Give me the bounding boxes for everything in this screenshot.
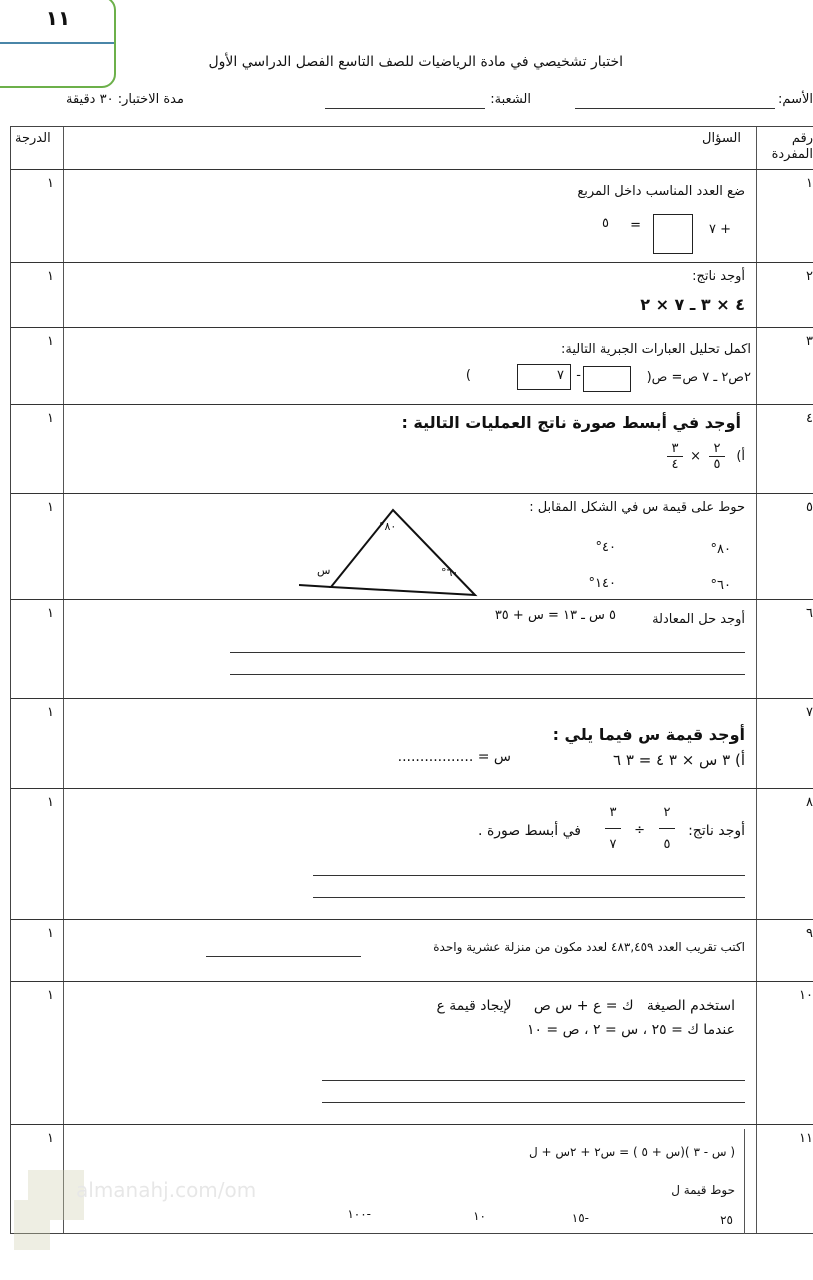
table-row bbox=[11, 169, 813, 263]
question-grade: ١ bbox=[47, 795, 54, 810]
part-label: أ) bbox=[736, 449, 745, 464]
numerator: ٢ bbox=[713, 441, 721, 456]
question-grade: ١ bbox=[47, 334, 54, 349]
extension-line bbox=[299, 585, 331, 587]
answer-line[interactable] bbox=[322, 1080, 745, 1081]
question-grade: ١ bbox=[47, 411, 54, 426]
header-question: السؤال bbox=[702, 131, 741, 146]
angle-label: س bbox=[317, 564, 331, 577]
expression: أ) ٣ س × ٣ ٤ = ٣ ٦ bbox=[613, 751, 745, 769]
answer-field[interactable]: س = ................. bbox=[397, 749, 511, 765]
triangle bbox=[331, 510, 475, 595]
answer-line[interactable] bbox=[230, 674, 745, 675]
operator: × bbox=[690, 449, 701, 464]
numerator: ٣ bbox=[609, 805, 617, 820]
angle-label: ٨٠° bbox=[379, 520, 397, 533]
score-value: ١١ bbox=[45, 6, 71, 30]
question-text: أوجد في أبسط صورة ناتج العمليات التالية : bbox=[401, 413, 741, 432]
question-grade: ١ bbox=[47, 926, 54, 941]
question-number: ٩ bbox=[806, 926, 813, 941]
option[interactable]: ٦٠° bbox=[710, 578, 731, 593]
denominator: ٥ bbox=[663, 837, 671, 852]
question-text: أوجد قيمة س فيما يلي : bbox=[552, 725, 745, 744]
expression: ٤ × ٣ ـ ٧ × ٢ bbox=[640, 295, 745, 314]
answer-line[interactable] bbox=[313, 875, 745, 876]
denominator: ٥ bbox=[713, 457, 721, 472]
denominator: ٤ bbox=[671, 457, 679, 472]
question-text: ضع العدد المناسب داخل المربع bbox=[577, 184, 745, 199]
fraction bbox=[709, 441, 725, 472]
duration: مدة الاختبار: ٣٠ دقيقة bbox=[66, 92, 184, 107]
table-row bbox=[11, 599, 813, 699]
expression: ٥ س ـ ١٣ = س + ٣٥ bbox=[494, 608, 616, 623]
numerator: ٢ bbox=[663, 805, 671, 820]
equals-sign: = bbox=[630, 218, 641, 233]
question-condition: عندما ك = ٢٥ ، س = ٢ ، ص = ١٠ bbox=[526, 1022, 735, 1038]
option[interactable]: ١٤٠° bbox=[588, 576, 616, 591]
question-grade: ١ bbox=[47, 606, 54, 621]
question-text: أوجد ناتج: bbox=[692, 269, 745, 284]
question-grade: ١ bbox=[47, 988, 54, 1003]
table-row bbox=[11, 493, 813, 600]
option[interactable]: -١٥ bbox=[571, 1211, 589, 1225]
header-grade: الدرجة bbox=[15, 131, 51, 146]
fraction-bar bbox=[605, 828, 621, 829]
answer-box[interactable] bbox=[653, 214, 693, 254]
table-row bbox=[11, 262, 813, 328]
option[interactable]: ٤٠° bbox=[595, 540, 616, 555]
questions-table bbox=[10, 126, 813, 1234]
table-header bbox=[11, 127, 813, 169]
section-label: الشعبة: bbox=[490, 92, 531, 107]
question-number: ٥ bbox=[806, 500, 813, 515]
inner-divider bbox=[744, 1129, 745, 1234]
question-number: ١٠ bbox=[799, 988, 813, 1003]
question-grade: ١ bbox=[47, 176, 54, 191]
question-grade: ١ bbox=[47, 705, 54, 720]
watermark bbox=[14, 1170, 257, 1250]
box-value: ٧ bbox=[557, 368, 564, 383]
question-text: أوجد حل المعادلة bbox=[652, 612, 745, 627]
answer-line[interactable] bbox=[313, 897, 745, 898]
question-grade: ١ bbox=[47, 1131, 54, 1146]
answer-box[interactable] bbox=[583, 366, 631, 392]
question-suffix: في أبسط صورة . bbox=[478, 823, 581, 839]
denominator: ٧ bbox=[609, 837, 617, 852]
question-text: حوط على قيمة س في الشكل المقابل : bbox=[529, 500, 745, 515]
expression: + ٧ bbox=[708, 222, 731, 237]
angle-label: ٦٠° bbox=[441, 566, 459, 579]
question-number: ٢ bbox=[806, 269, 813, 284]
triangle-figure bbox=[299, 502, 479, 598]
question-number: ١١ bbox=[799, 1131, 813, 1146]
question-text: اكتب تقريب العدد ٤٨٣,٤٥٩ لعدد مكون من منزلة عشرية واحدة bbox=[433, 940, 745, 954]
table-row bbox=[11, 788, 813, 920]
question-grade: ١ bbox=[47, 269, 54, 284]
question-grade: ١ bbox=[47, 500, 54, 515]
option[interactable]: -١٠٠ bbox=[347, 1207, 371, 1221]
watermark-logo bbox=[14, 1200, 50, 1250]
table-row bbox=[11, 404, 813, 494]
name-label: الأسم: bbox=[778, 92, 813, 107]
question-text: حوط قيمة ل bbox=[671, 1183, 735, 1197]
exam-title: اختبار تشخيصي في مادة الرياضيات للصف التاسع الفصل الدراسي الأول bbox=[208, 54, 623, 70]
option[interactable]: ٨٠° bbox=[710, 542, 731, 557]
fraction bbox=[605, 805, 621, 852]
question-number: ٣ bbox=[806, 334, 813, 349]
expression: ( س - ٣ )(س + ٥ ) = س٢ + ٢س + ل bbox=[528, 1145, 735, 1159]
answer-box-filled[interactable] bbox=[517, 364, 571, 390]
fraction bbox=[667, 441, 683, 472]
question-number: ٨ bbox=[806, 795, 813, 810]
table-row bbox=[11, 327, 813, 405]
header-number: رقم المفردة bbox=[771, 131, 813, 162]
expression-result: ٥ bbox=[602, 216, 609, 231]
question-number: ٤ bbox=[806, 411, 813, 426]
question-number: ٧ bbox=[806, 705, 813, 720]
score-box bbox=[0, 0, 116, 88]
option[interactable]: ١٠ bbox=[473, 1209, 486, 1223]
answer-line[interactable] bbox=[230, 652, 745, 653]
close-paren: ) bbox=[465, 368, 471, 383]
table-row bbox=[11, 698, 813, 789]
expression: ٢ص٢ ـ ٧ ص= ص( bbox=[646, 370, 751, 385]
table-row bbox=[11, 919, 813, 982]
fraction-bar bbox=[659, 828, 675, 829]
question-number: ١ bbox=[806, 176, 813, 191]
watermark-text: almanahj.com/om bbox=[76, 1178, 257, 1202]
question-text: استخدم الصيغة ك = ع + س ص لإيجاد قيمة ع bbox=[436, 998, 735, 1014]
answer-line[interactable] bbox=[322, 1102, 745, 1103]
operator: ÷ bbox=[634, 823, 645, 838]
answer-line[interactable] bbox=[206, 956, 361, 957]
name-field[interactable] bbox=[575, 108, 775, 109]
numerator: ٣ bbox=[671, 441, 679, 456]
minus-sign: - bbox=[576, 368, 581, 383]
option[interactable]: ٢٥ bbox=[720, 1213, 733, 1227]
fraction bbox=[659, 805, 675, 852]
question-text: أوجد ناتج: bbox=[688, 823, 745, 839]
section-field[interactable] bbox=[325, 108, 485, 109]
table-row bbox=[11, 981, 813, 1125]
question-number: ٦ bbox=[806, 606, 813, 621]
question-text: اكمل تحليل العبارات الجبرية التالية: bbox=[561, 342, 751, 357]
score-divider bbox=[0, 42, 114, 44]
